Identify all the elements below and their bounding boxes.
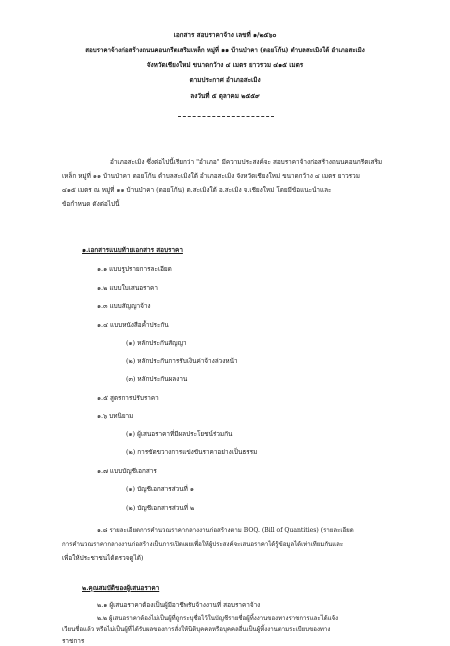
item-1-8-line-3: เพื่อให้ประชาชนได้ตรวจดูได้) — [62, 554, 144, 562]
item-2-2-line-3: ราชการ — [62, 637, 85, 645]
list-subitem: (๓) หลักประกันผลงาน — [126, 375, 188, 383]
announcement-date: ลงวันที่ ๕ ตุลาคม ๒๕๕๙ — [190, 92, 260, 100]
header-divider — [178, 116, 274, 117]
list-subitem: (๑) หลักประกันสัญญา — [126, 339, 187, 347]
section-1-heading: ๑.เอกสารแนบท้ายเอกสาร สอบราคา — [82, 246, 183, 254]
intro-line-4: ข้อกำหนด ดังต่อไปนี้ — [62, 200, 120, 208]
intro-line-3: ๔๑๕ เมตร ณ หมู่ที่ ๑๑ บ้านป่าคา (ดอยโก้น) ต.สะเมิงใต้ อ.สะเมิง จ.เชียงใหม่ โดยมีข้อแนะนำและ — [62, 186, 332, 194]
list-item: ๑.๓ แบบสัญญาจ้าง — [97, 302, 151, 310]
list-item: ๑.๔ แบบหนังสือค้ำประกัน — [97, 321, 169, 329]
intro-line-1: อำเภอสะเมิง ซึ่งต่อไปนี้เรียกว่า "อำเภอ" มีความประสงค์จะ สอบราคาจ้างก่อสร้างถนนคอนกรีตเสริม — [110, 158, 383, 166]
item-1-8-line-2: การคำนวณราคากลางงานก่อสร้างเป็นการเปิดเผยเพื่อให้ผู้ประสงค์จะเสนอราคาได้รู้ข้อมูลได้เท่าเทียมกันและ — [62, 541, 344, 548]
list-item: ๒.๑ ผู้เสนอราคาต้องเป็นผู้มีอาชีพรับจ้างงานที่ สอบราคาจ้าง — [97, 601, 261, 609]
announcement-by: ตามประกาศ อำเภอสะเมิง — [189, 76, 261, 84]
section-2-heading: ๒.คุณสมบัติของผู้เสนอราคา — [82, 584, 160, 592]
item-2-2-line-1: ๒.๒ ผู้เสนอราคาต้องไม่เป็นผู้ที่ถูกระบุชื่อไว้ในบัญชีรายชื่อผู้ทิ้งงานของทางราชการและได้แจ้ง — [97, 615, 339, 622]
list-subitem: (๒) บัญชีเอกสารส่วนที่ ๒ — [126, 504, 195, 512]
list-subitem: (๒) หลักประกันการรับเงินค่าจ้างล่วงหน้า — [126, 357, 238, 365]
document-title-line-2: จังหวัดเชียงใหม่ ขนาดกว้าง ๔ เมตร ยาวรวม ๔๑๕ เมตร — [146, 61, 304, 69]
list-subitem: (๒) การขัดขวางการแข่งขันราคาอย่างเป็นธรรม — [126, 448, 258, 456]
list-subitem: (๑) บัญชีเอกสารส่วนที่ ๑ — [126, 485, 194, 493]
list-item: ๑.๕ สูตรการปรับราคา — [97, 394, 159, 402]
document-title-line-1: สอบราคาจ้างก่อสร้างถนนคอนกรีตเสริมเหล็ก หมู่ที่ ๑๑ บ้านป่าคา (ดอยโก้น) ตำบลสะเมิงใต้ อำเภอสะเมิง — [85, 47, 365, 54]
list-item: ๑.๑ แบบรูปรายการละเอียด — [97, 265, 172, 273]
item-1-8-line-1: ๑.๘ รายละเอียดการคำนวณราคากลางงานก่อสร้างตาม BOQ. (Bill of Quantities) (รายละเอียด — [97, 527, 354, 534]
list-item: ๑.๗ แบบบัญชีเอกสาร — [97, 467, 157, 475]
document-number: เอกสาร สอบราคาจ้าง เลขที่ ๑/๒๕๖๐ — [173, 31, 277, 39]
list-item: ๑.๒ แบบใบเสนอราคา — [97, 284, 158, 292]
intro-line-2: เหล็ก หมู่ที่ ๑๑ บ้านป่าคา ดอยโก้น ตำบลสะเมิงใต้ อำเภอสะเมิง จังหวัดเชียงใหม่ ขนาดกว้าง ๔ เมตร ยาวรวม — [62, 172, 360, 180]
item-2-2-line-2: เวียนชื่อแล้ว หรือไม่เป็นผู้ที่ได้รับผลของการสั่งให้นิติบุคคลหรือบุคคลอื่นเป็นผู้ทิ้งงานตามระเบียบของทาง — [62, 626, 331, 633]
list-subitem: (๑) ผู้เสนอราคาที่มีผลประโยชน์ร่วมกัน — [126, 430, 233, 438]
list-item: ๑.๖ บทนิยาม — [97, 412, 134, 420]
